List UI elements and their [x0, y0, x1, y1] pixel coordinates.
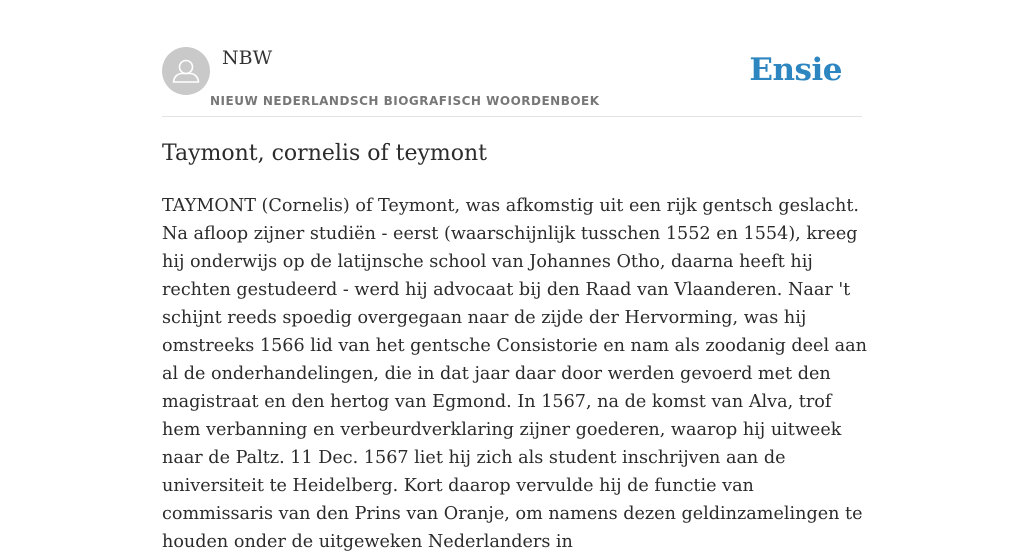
source-title[interactable]: NIEUW NEDERLANDSCH BIOGRAFISCH WOORDENBOEK: [210, 94, 600, 108]
brand-logo[interactable]: Ensie: [749, 52, 842, 88]
author-name[interactable]: NBW: [222, 47, 273, 69]
article-body: TAYMONT (Cornelis) of Teymont, was afkomstig uit een rijk gentsch geslacht. Na afloop zijner studiën - eerst (waarschijnlijk tusschen 1552 en 1554), kreeg hij onderwijs op de latijnsche school van Johannes Otho, daarna heeft hij rechten gestudeerd - werd hij advocaat bij den Raad van Vlaanderen. Naar 't schijnt reeds spoedig overgegaan naar de zijde der Hervorming, was hij omstreeks 1566 lid van het gentsche Consistorie en nam als zoodanig deel aan al de onderhandelingen, die in dat jaar daar door werden gevoerd met den magistraat en den hertog van Egmond. In 1567, na de komst van Alva, trof hem verbanning en verbeurdverklaring zijner goederen, waarop hij uitweek naar de Paltz. 11 Dec. 1567 liet hij zich als student inschrijven aan de universiteit te Heidelberg. Kort daarop vervulde hij de functie van commissaris van den Prins van Oranje, om namens dezen geldinzamelingen te houden onder de uitgeweken Nederlanders in: [162, 196, 867, 552]
user-icon: [162, 47, 210, 95]
article-title: Taymont, cornelis of teymont: [162, 141, 488, 166]
author-avatar[interactable]: [162, 47, 210, 95]
article-header: [162, 46, 862, 117]
